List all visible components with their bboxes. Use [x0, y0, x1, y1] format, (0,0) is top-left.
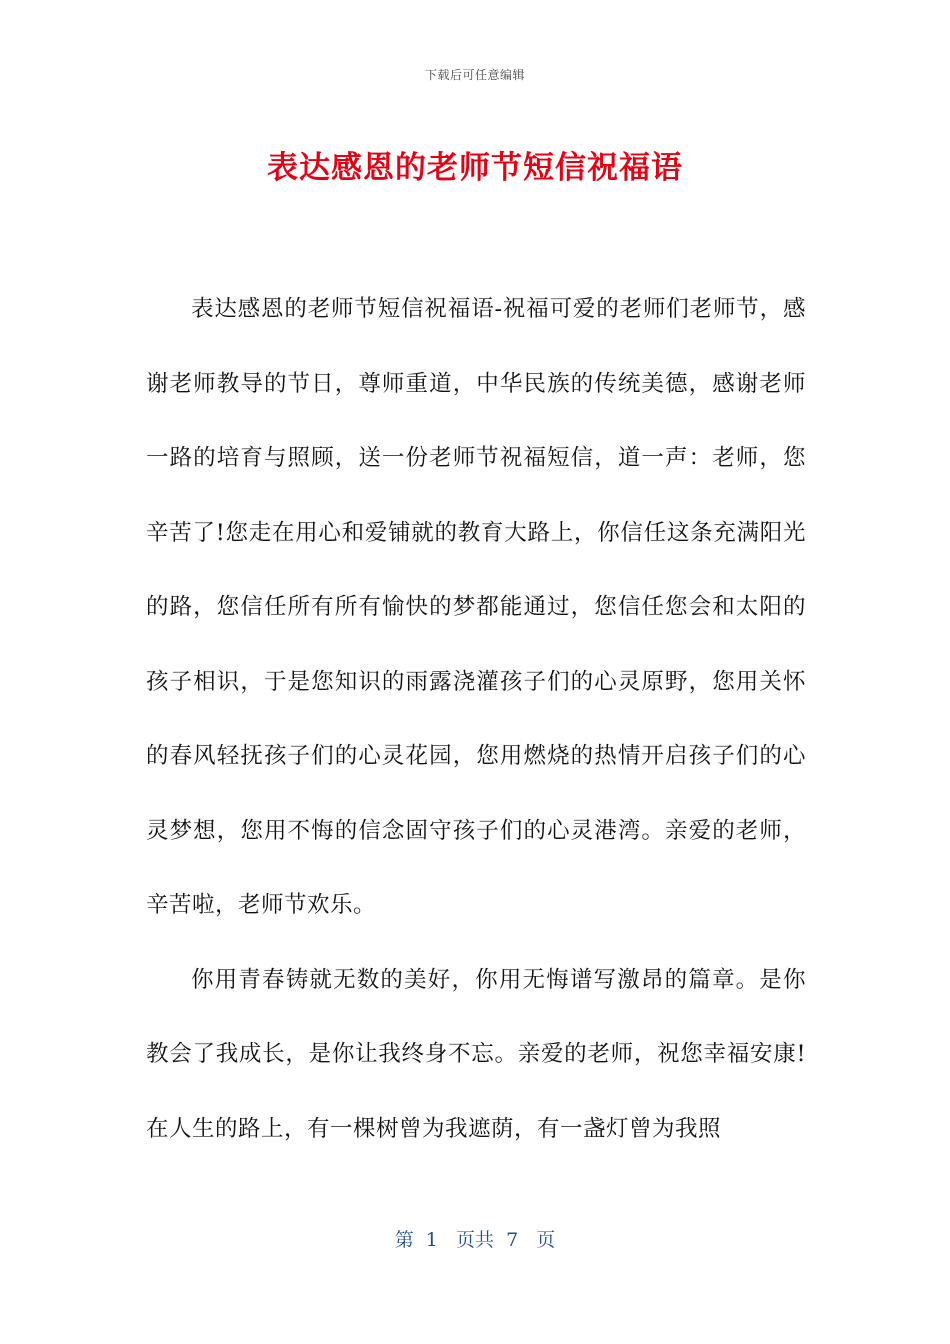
document-title: 表达感恩的老师节短信祝福语	[267, 150, 683, 186]
body-paragraph-2: 你用青春铸就无数的美好，你用无悔谱写激昂的篇章。是你教会了我成长，是你让我终身不忘。亲爱的老师，祝您幸福安康!在人生的路上，有一棵树曾为我遮荫，有一盏灯曾为我照	[146, 966, 806, 1142]
page-number-footer: 第 1 页共 7 页	[394, 1229, 556, 1251]
document-body	[146, 272, 806, 1166]
header-note: 下载后可任意编辑	[424, 68, 525, 82]
body-paragraph-1: 表达感恩的老师节短信祝福语-祝福可爱的老师们老师节，感谢老师教导的节日，尊师重道，中华民族的传统美德，感谢老师一路的培育与照顾，送一份老师节祝福短信，道一声：老师，您辛苦了!您走在用心和爱铺就的教育大路上，你信任这条充满阳光的路，您信任所有所有愉快的梦都能通过，您信任您会和太阳的孩子相识，于是您知识的雨露浇灌孩子们的心灵原野，您用关怀的春风轻抚孩子们的心灵花园，您用燃烧的热情开启孩子们的心灵梦想，您用不悔的信念固守孩子们的心灵港湾。亲爱的老师，辛苦啦，老师节欢乐。	[146, 296, 806, 918]
